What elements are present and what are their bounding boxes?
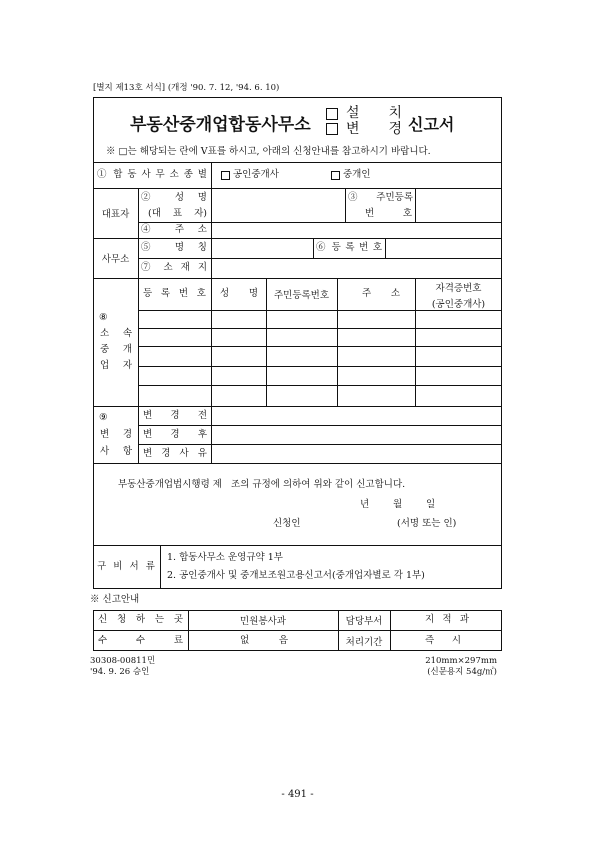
member-address-cell[interactable] xyxy=(337,310,415,328)
member-address-cell[interactable] xyxy=(337,385,415,406)
paper-type: (신문용지 54g/㎡) xyxy=(427,667,497,677)
changes-section-label-line: 사 항 xyxy=(100,446,132,457)
guide-department-value: 지 적 과 xyxy=(425,614,469,625)
member-registration-number-cell[interactable] xyxy=(138,310,211,328)
member-license-number-cell[interactable] xyxy=(415,310,502,328)
change-checkbox[interactable] xyxy=(326,123,338,135)
member-resident-number-cell[interactable] xyxy=(266,328,337,346)
paper-size: 210mm×297mm xyxy=(425,656,497,666)
members-section-number: ⑧ xyxy=(99,312,108,323)
applicant-label: 신청인 xyxy=(273,518,301,529)
representative-name-sublabel: (대 표 자) xyxy=(148,208,207,219)
member-license-number-cell[interactable] xyxy=(415,346,502,366)
resident-number-field[interactable] xyxy=(416,189,501,221)
member-resident-number-cell[interactable] xyxy=(266,346,337,366)
office-name-label: ⑤ 명 칭 xyxy=(141,242,207,253)
after-change-label: 변 경 후 xyxy=(143,429,207,440)
change-reason-field[interactable] xyxy=(212,445,501,462)
member-license-number-cell[interactable] xyxy=(415,366,502,385)
signature-hint: (서명 또는 인) xyxy=(397,518,457,529)
representative-address-label: ④ 주 소 xyxy=(141,224,207,235)
date-day-label: 일 xyxy=(426,499,436,510)
member-resident-number-cell[interactable] xyxy=(266,366,337,385)
office-section-label: 사무소 xyxy=(101,254,130,265)
member-registration-number-cell[interactable] xyxy=(138,385,211,406)
changes-section-number: ⑨ xyxy=(99,412,108,423)
office-location-field[interactable] xyxy=(212,259,501,277)
member-address-cell[interactable] xyxy=(337,346,415,366)
filing-guide-title: ※ 신고안내 xyxy=(90,594,140,605)
guide-filing-place-value: 민원봉사과 xyxy=(240,616,286,627)
changes-section-label-line: 변 경 xyxy=(100,429,132,440)
member-address-cell[interactable] xyxy=(337,328,415,346)
form-code: 30308-00811민 xyxy=(90,656,156,666)
office-location-label: ⑦ 소 재 지 xyxy=(141,262,207,273)
office-type-label: ① 합 동 사 무 소 종 별 xyxy=(97,169,207,180)
member-row xyxy=(138,366,502,385)
install-checkbox[interactable] xyxy=(326,108,338,120)
table-rule xyxy=(160,545,161,589)
column-header-name: 성 명 xyxy=(220,288,258,299)
page-number: - 491 - xyxy=(281,789,314,800)
member-registration-number-cell[interactable] xyxy=(138,346,211,366)
instruction-note: ※ □는 해당되는 란에 V표를 하시고, 아래의 신청안내를 참고하시기 바랍니다. xyxy=(106,146,431,157)
guide-fee-value: 없 음 xyxy=(240,635,288,646)
representative-name-label: ② 성 명 xyxy=(141,192,207,203)
member-name-cell[interactable] xyxy=(211,310,266,328)
guide-processing-time-label: 처리기간 xyxy=(345,636,383,648)
table-rule xyxy=(345,188,346,222)
member-registration-number-cell[interactable] xyxy=(138,328,211,346)
registration-number-label: ⑥ 등 록 번 호 xyxy=(316,242,382,253)
form-reference: [별지 제13호 서식] (개정 '90. 7. 12, '94. 6. 10) xyxy=(93,83,280,93)
table-rule xyxy=(313,238,314,258)
guide-fee-label: 수 수 료 xyxy=(98,635,183,646)
representative-name-field[interactable] xyxy=(212,189,344,221)
change-reason-label: 변 경 사 유 xyxy=(143,448,207,459)
form-title-suffix: 신고서 xyxy=(408,115,455,134)
guide-processing-time-value: 즉 시 xyxy=(425,635,461,646)
resident-number-sublabel: 번 호 xyxy=(365,208,412,219)
office-name-field[interactable] xyxy=(212,239,312,257)
required-documents-label: 구 비 서 류 xyxy=(97,561,155,572)
column-header-address: 주 소 xyxy=(362,288,400,299)
declaration-statement: 부동산중개업법시행령 제 조의 규정에 의하여 위와 같이 신고합니다. xyxy=(118,479,406,490)
table-rule xyxy=(390,610,391,651)
approval-date: '94. 9. 26 승인 xyxy=(90,667,150,677)
member-row xyxy=(138,310,502,328)
before-change-label: 변 경 전 xyxy=(143,410,207,421)
members-section-label-line: 업 자 xyxy=(100,360,132,371)
install-option-label: 설 치 xyxy=(346,105,402,121)
member-resident-number-cell[interactable] xyxy=(266,385,337,406)
resident-number-label: ③ 주민등록 xyxy=(348,192,413,203)
members-section-label-line: 중 개 xyxy=(100,344,132,355)
date-month-label: 월 xyxy=(393,499,403,510)
representative-section-label: 대표자 xyxy=(101,209,130,220)
column-header-resident-number: 주민등록번호 xyxy=(273,290,330,301)
member-name-cell[interactable] xyxy=(211,328,266,346)
members-section-label-line: 소 속 xyxy=(100,328,132,339)
member-name-cell[interactable] xyxy=(211,366,266,385)
column-header-license-type: (공인중개사) xyxy=(431,298,486,310)
member-license-number-cell[interactable] xyxy=(415,385,502,406)
guide-department-label: 담당부서 xyxy=(345,616,383,627)
column-header-registration-number: 등 록 번 호 xyxy=(143,288,206,299)
column-header-license-number: 자격증번호 xyxy=(435,282,482,294)
table-rule xyxy=(93,463,502,464)
broker-option-label: 중개인 xyxy=(343,169,371,180)
form-title: 부동산중개업합동사무소 xyxy=(130,115,311,135)
guide-filing-place-label: 신 청 하 는 곳 xyxy=(98,614,183,625)
registration-number-field[interactable] xyxy=(386,239,501,257)
required-document-item: 2. 공인중개사 및 중개보조원고용신고서(중개업자별로 각 1부) xyxy=(167,570,425,581)
licensed-agent-checkbox[interactable] xyxy=(221,171,230,180)
before-change-field[interactable] xyxy=(212,407,501,424)
member-row xyxy=(138,328,502,346)
representative-address-field[interactable] xyxy=(212,223,501,237)
member-row xyxy=(138,385,502,406)
broker-checkbox[interactable] xyxy=(331,171,340,180)
change-option-label: 변 경 xyxy=(346,121,402,137)
member-resident-number-cell[interactable] xyxy=(266,310,337,328)
member-name-cell[interactable] xyxy=(211,385,266,406)
date-year-label: 년 xyxy=(360,499,370,510)
member-address-cell[interactable] xyxy=(337,366,415,385)
member-name-cell[interactable] xyxy=(211,346,266,366)
member-row xyxy=(138,346,502,366)
member-registration-number-cell[interactable] xyxy=(138,366,211,385)
after-change-field[interactable] xyxy=(212,426,501,443)
required-document-item: 1. 합동사무소 운영규약 1부 xyxy=(167,552,283,563)
licensed-agent-option-label: 공인중개사 xyxy=(233,169,279,180)
member-license-number-cell[interactable] xyxy=(415,328,502,346)
